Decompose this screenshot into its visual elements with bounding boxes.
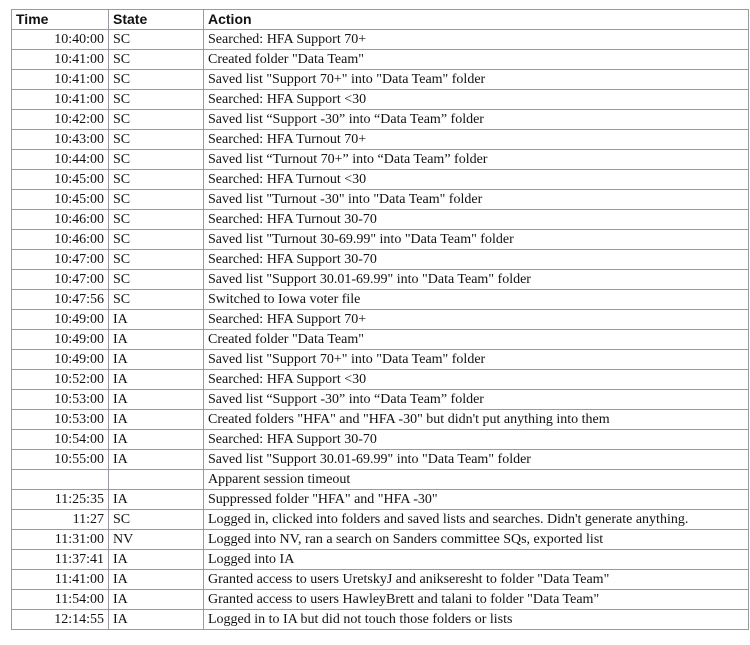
time-cell: 10:46:00 bbox=[12, 210, 109, 230]
time-cell: 10:44:00 bbox=[12, 150, 109, 170]
table-row bbox=[12, 210, 749, 230]
column-header-time: Time bbox=[12, 10, 109, 30]
table-row bbox=[12, 450, 749, 470]
action-cell: Created folder "Data Team" bbox=[204, 330, 749, 350]
action-cell: Searched: HFA Support 70+ bbox=[204, 30, 749, 50]
state-cell: IA bbox=[109, 490, 204, 510]
action-cell: Saved list "Turnout -30" into "Data Team" folder bbox=[204, 190, 749, 210]
time-cell: 12:14:55 bbox=[12, 610, 109, 630]
state-cell: SC bbox=[109, 210, 204, 230]
action-cell: Searched: HFA Turnout <30 bbox=[204, 170, 749, 190]
action-cell: Logged in, clicked into folders and saved lists and searches. Didn't generate anything. bbox=[204, 510, 749, 530]
action-cell: Saved list “Support -30” into “Data Team” folder bbox=[204, 390, 749, 410]
state-cell: SC bbox=[109, 110, 204, 130]
time-cell: 10:42:00 bbox=[12, 110, 109, 130]
time-cell: 10:46:00 bbox=[12, 230, 109, 250]
table-row bbox=[12, 410, 749, 430]
time-cell: 10:45:00 bbox=[12, 170, 109, 190]
action-cell: Saved list "Support 30.01-69.99" into "Data Team" folder bbox=[204, 450, 749, 470]
state-cell: SC bbox=[109, 170, 204, 190]
table-row bbox=[12, 150, 749, 170]
column-header-state: State bbox=[109, 10, 204, 30]
action-cell: Saved list “Turnout 70+” into “Data Team” folder bbox=[204, 150, 749, 170]
time-cell: 10:49:00 bbox=[12, 330, 109, 350]
table-row bbox=[12, 250, 749, 270]
table-row bbox=[12, 50, 749, 70]
action-cell: Searched: HFA Support <30 bbox=[204, 370, 749, 390]
action-cell: Saved list "Support 70+" into "Data Team" folder bbox=[204, 350, 749, 370]
time-cell: 11:41:00 bbox=[12, 570, 109, 590]
table-row bbox=[12, 170, 749, 190]
time-cell: 10:45:00 bbox=[12, 190, 109, 210]
action-cell: Logged into IA bbox=[204, 550, 749, 570]
action-cell: Switched to Iowa voter file bbox=[204, 290, 749, 310]
state-cell: NV bbox=[109, 530, 204, 550]
state-cell: IA bbox=[109, 370, 204, 390]
state-cell: IA bbox=[109, 430, 204, 450]
action-cell: Logged into NV, ran a search on Sanders committee SQs, exported list bbox=[204, 530, 749, 550]
action-cell: Saved list "Turnout 30-69.99" into "Data Team" folder bbox=[204, 230, 749, 250]
state-cell: SC bbox=[109, 50, 204, 70]
table-body bbox=[12, 30, 749, 630]
table-row bbox=[12, 350, 749, 370]
action-cell: Saved list "Support 70+" into "Data Team" folder bbox=[204, 70, 749, 90]
action-cell: Logged in to IA but did not touch those folders or lists bbox=[204, 610, 749, 630]
state-cell: SC bbox=[109, 90, 204, 110]
time-cell: 11:25:35 bbox=[12, 490, 109, 510]
activity-log bbox=[11, 9, 749, 630]
time-cell: 10:41:00 bbox=[12, 50, 109, 70]
state-cell: SC bbox=[109, 270, 204, 290]
state-cell: IA bbox=[109, 390, 204, 410]
state-cell: SC bbox=[109, 230, 204, 250]
state-cell: SC bbox=[109, 130, 204, 150]
state-cell: SC bbox=[109, 30, 204, 50]
table-row bbox=[12, 590, 749, 610]
state-cell: IA bbox=[109, 410, 204, 430]
state-cell: IA bbox=[109, 350, 204, 370]
time-cell: 10:41:00 bbox=[12, 70, 109, 90]
time-cell: 10:40:00 bbox=[12, 30, 109, 50]
table-row bbox=[12, 610, 749, 630]
time-cell: 11:37:41 bbox=[12, 550, 109, 570]
state-cell: SC bbox=[109, 150, 204, 170]
time-cell: 11:31:00 bbox=[12, 530, 109, 550]
time-cell: 11:54:00 bbox=[12, 590, 109, 610]
table-row bbox=[12, 550, 749, 570]
state-cell: IA bbox=[109, 610, 204, 630]
action-cell: Apparent session timeout bbox=[204, 470, 749, 490]
table-row bbox=[12, 30, 749, 50]
action-cell: Granted access to users HawleyBrett and talani to folder "Data Team" bbox=[204, 590, 749, 610]
time-cell: 10:49:00 bbox=[12, 350, 109, 370]
time-cell: 10:52:00 bbox=[12, 370, 109, 390]
time-cell: 10:55:00 bbox=[12, 450, 109, 470]
table-row bbox=[12, 70, 749, 90]
table-row bbox=[12, 570, 749, 590]
table-row bbox=[12, 470, 749, 490]
time-cell: 10:49:00 bbox=[12, 310, 109, 330]
table-row bbox=[12, 270, 749, 290]
table-row bbox=[12, 310, 749, 330]
time-cell: 10:53:00 bbox=[12, 390, 109, 410]
table-row bbox=[12, 190, 749, 210]
time-cell: 10:47:00 bbox=[12, 250, 109, 270]
action-cell: Suppressed folder "HFA" and "HFA -30" bbox=[204, 490, 749, 510]
state-cell: SC bbox=[109, 70, 204, 90]
table-row bbox=[12, 370, 749, 390]
table-row bbox=[12, 510, 749, 530]
table-row bbox=[12, 230, 749, 250]
action-cell: Granted access to users UretskyJ and anikseresht to folder "Data Team" bbox=[204, 570, 749, 590]
state-cell: IA bbox=[109, 570, 204, 590]
time-cell: 10:41:00 bbox=[12, 90, 109, 110]
time-cell: 10:43:00 bbox=[12, 130, 109, 150]
action-cell: Created folder "Data Team" bbox=[204, 50, 749, 70]
time-cell: 10:47:56 bbox=[12, 290, 109, 310]
action-cell: Searched: HFA Support 30-70 bbox=[204, 430, 749, 450]
state-cell bbox=[109, 470, 204, 490]
action-cell: Saved list "Support 30.01-69.99" into "Data Team" folder bbox=[204, 270, 749, 290]
time-cell: 10:54:00 bbox=[12, 430, 109, 450]
action-cell: Searched: HFA Support 70+ bbox=[204, 310, 749, 330]
state-cell: SC bbox=[109, 510, 204, 530]
state-cell: IA bbox=[109, 310, 204, 330]
table-row bbox=[12, 430, 749, 450]
column-header-action: Action bbox=[204, 10, 749, 30]
table-row bbox=[12, 490, 749, 510]
table-row bbox=[12, 110, 749, 130]
state-cell: SC bbox=[109, 290, 204, 310]
table-row bbox=[12, 290, 749, 310]
action-cell: Searched: HFA Support 30-70 bbox=[204, 250, 749, 270]
action-cell: Searched: HFA Turnout 30-70 bbox=[204, 210, 749, 230]
time-cell: 10:47:00 bbox=[12, 270, 109, 290]
state-cell: IA bbox=[109, 590, 204, 610]
action-cell: Created folders "HFA" and "HFA -30" but didn't put anything into them bbox=[204, 410, 749, 430]
table-row bbox=[12, 90, 749, 110]
state-cell: SC bbox=[109, 190, 204, 210]
activity-log-table bbox=[11, 9, 749, 630]
time-cell bbox=[12, 470, 109, 490]
time-cell: 11:27 bbox=[12, 510, 109, 530]
header-row bbox=[12, 10, 749, 30]
action-cell: Searched: HFA Turnout 70+ bbox=[204, 130, 749, 150]
table-row bbox=[12, 530, 749, 550]
action-cell: Searched: HFA Support <30 bbox=[204, 90, 749, 110]
state-cell: IA bbox=[109, 550, 204, 570]
state-cell: SC bbox=[109, 250, 204, 270]
table-row bbox=[12, 330, 749, 350]
table-row bbox=[12, 390, 749, 410]
table-row bbox=[12, 130, 749, 150]
action-cell: Saved list “Support -30” into “Data Team” folder bbox=[204, 110, 749, 130]
state-cell: IA bbox=[109, 330, 204, 350]
state-cell: IA bbox=[109, 450, 204, 470]
time-cell: 10:53:00 bbox=[12, 410, 109, 430]
